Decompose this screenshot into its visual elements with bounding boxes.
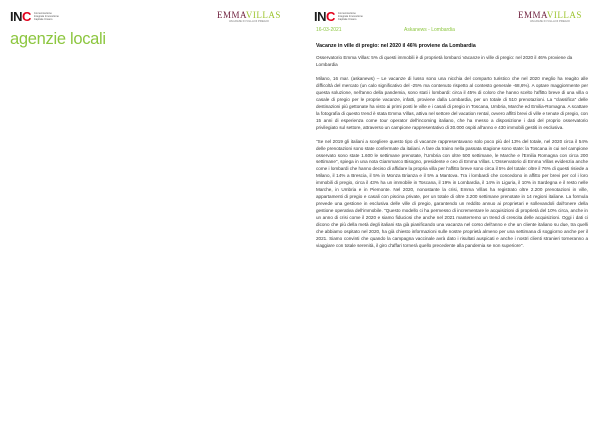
section-title: agenzie locali [10, 30, 106, 48]
inc-logo-mark: INC [10, 9, 31, 24]
emma-villas-logo-name: EMMAVILLAS [518, 10, 582, 20]
emma-villas-logo [217, 10, 281, 23]
emma-villas-logo-sub: VACANZE IN VILLA DI PREGIO [228, 19, 269, 23]
inc-logo-tagline: Comunicazione Integrata Innovazione Capitale Umano [33, 12, 59, 21]
inc-logo-tagline: Comunicazione Integrata Innovazione Capitale Umano [337, 12, 363, 21]
article-date: 16-03-2021 [316, 27, 342, 33]
article [316, 43, 588, 257]
article-paragraph: "Se nel 2019 gli italiani a scegliere questo tipo di vacanze rappresentavano solo poco più del 13% del totale, nel 2020 circa il 54% delle prenotazioni sono state confermate da italiani. A fare da traino nella passata stagione sono state: la Toscana in cui nel campione osservato sono state 1.600 le settimane prenotate, l'Umbria con oltre 500 settimane, le Marche e l'Emilia Romagna con circa 200 settimane", spiega in una nota Giammarco Bisogno, presidente e ceo di Emma Villas. L'Osservatorio di Emma Villas evidenzia anche come i lombardi che hanno deciso di affidare la propria villa per l'affitto breve sono circa il 5% del totale: oltre il 76% di questi risiede a Milano, il 14% a Brescia, il 5% in Monza Brianza e il 5% a Mantova. Tra i lombardi che concedono in affitto per brevi per col i loro immobili di pregio, circa il 43% ha un immobile in Toscana, il 19% in Lombardia, il 14% in Liguria, il 10% in Sardegna e il resto nelle Marche, in Umbria e in Piemonte. Nel 2020, nonostante la crisi, Emma Villas ha registrato oltre 2.200 prenotazioni in ville, appartamenti di pregio e casali con piscina private, per un totale di oltre 3.200 settimane prenotate in 14 regioni italiane. La formula prevede una gestione in esclusiva delle ville di pregio, garantendo un reddito annuo ai proprietari e sollevandoli dall'onere della gestione operativa dell'immobile. "Questo modello ci ha permesso di incrementare le acquisizioni di proprietà del 10% circa, anche in un anno di crisi come il 2020 e siamo fiduciosi che anche nel 2021 manterremo un trend di crescita delle acquisizioni. Oggi i dati ci dicono che più della metà degli italiani sta già pianificando una vacanza nel corso dell'anno e che un cliente italiano su due, tra quelli che abbiamo ospitato nel 2020, ha già chiesto informazioni sulle nostre proprietà almeno per una settimana di soggiorno anche per il 2021. Siamo convinti che quando la campagna vaccinale avrà dato i risultati auspicati e anche i nostri clienti stranieri torneranno a viaggiare con totale serenità, il giro d'affari tornerà quello precedente alla pandemia se non superiore". [316, 138, 588, 248]
emma-villas-logo [518, 10, 582, 23]
emma-villas-logo-sub: VACANZE IN VILLA DI PREGIO [529, 19, 570, 23]
inc-logo [10, 9, 62, 24]
article-headline: Vacanze in ville di pregio: nel 2020 il 46% proviene da Lombardia [316, 43, 476, 49]
inc-logo [314, 9, 366, 24]
inc-logo-mark: INC [314, 9, 335, 24]
article-paragraph: Milano, 16 mar. (askanews) – Le vacanze di lusso sono una nicchia del comparto turistico che nel 2020 meglio ha reagito alle difficoltà del mercato (un calo significativo del -25% ma contenuto rispetto al contesto generale -68,6%). A optare maggiormente per questa soluzione, nell'anno della pandemia, sono stati i lombardi: circa il 45% di coloro che hanno scelto l'affitto breve di una villa o casale di pregio per le proprie vacanze, infatti, proviene dalla Lombardia, per un totale di 510 prenotazioni. La "classifica" delle destinazioni più gettonate ha visto ai primi posti le ville e i casali di pregio in Toscana, Umbria, Marche ed Emilia-Romagna. A scattare la fotografia di questo trend è stata Emma Villas, attiva nel settore del vacation rental, ovvero affitti brevi di ville e tenute di pregio, con 15 anni di esperienza come tour operator dell'incoming italiano, che ha messo a disposizione i dati del proprio osservatorio privilegiato sul settore, attraverso un campione rappresentativo di 30.000 ospiti all'anno e 430 immobili gestiti in esclusiva. [316, 76, 588, 130]
right-page [300, 0, 600, 424]
article-meta [316, 27, 586, 35]
emma-villas-logo-name: EMMAVILLAS [217, 10, 281, 20]
article-lead: Osservatorio Emma Villas: 5% di questi immobili è di proprietà lombarci Vacanze in ville di pregio: nel 2020 il 46% proviene da Lombardia [316, 55, 573, 67]
article-source: Askanews - Lombardia [404, 27, 455, 33]
